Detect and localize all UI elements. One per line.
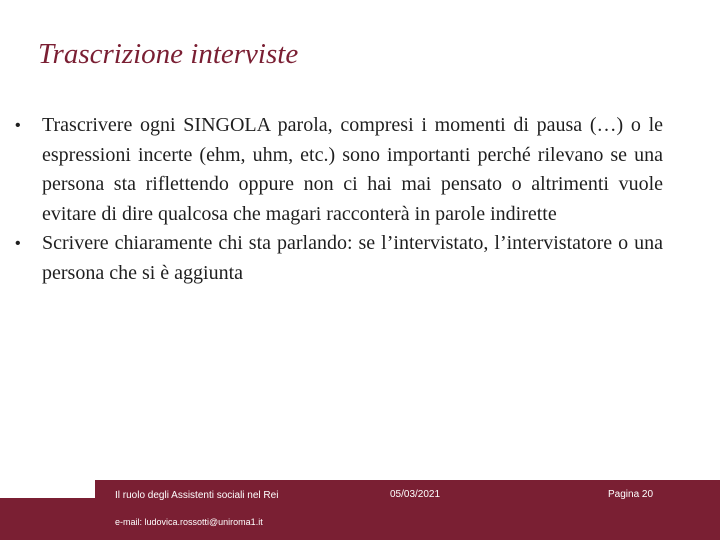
bullet-dot-icon: •: [15, 235, 21, 252]
footer-band-left: [0, 498, 95, 540]
bullet-text: Trascrivere ogni SINGOLA parola, compresi i momenti di pausa (…) o le espressioni incerte (ehm, uhm, etc.) sono importanti perché rilevano se una persona sta riflettendo oppure non ci hai mai pensato o altrimenti vuole evitare di dire qualcosa che magari racconterà in parole indirette: [42, 114, 663, 225]
bullet-item: [10, 229, 663, 288]
bullet-dot-icon: •: [15, 117, 21, 134]
bullet-text: Scrivere chiaramente chi sta parlando: se l’intervistato, l’intervistatore o una persona che si è aggiunta: [42, 232, 663, 284]
footer-course-name: Il ruolo degli Assistenti sociali nel Rei: [115, 490, 279, 501]
slide-title: Trascrizione interviste: [38, 38, 299, 70]
footer-date: 05/03/2021: [390, 489, 441, 500]
footer-email: e-mail: ludovica.rossotti@uniroma1.it: [115, 517, 263, 527]
footer-page-number: Pagina 20: [608, 489, 654, 500]
bullet-item: [10, 111, 663, 229]
bullet-list: [10, 111, 663, 288]
